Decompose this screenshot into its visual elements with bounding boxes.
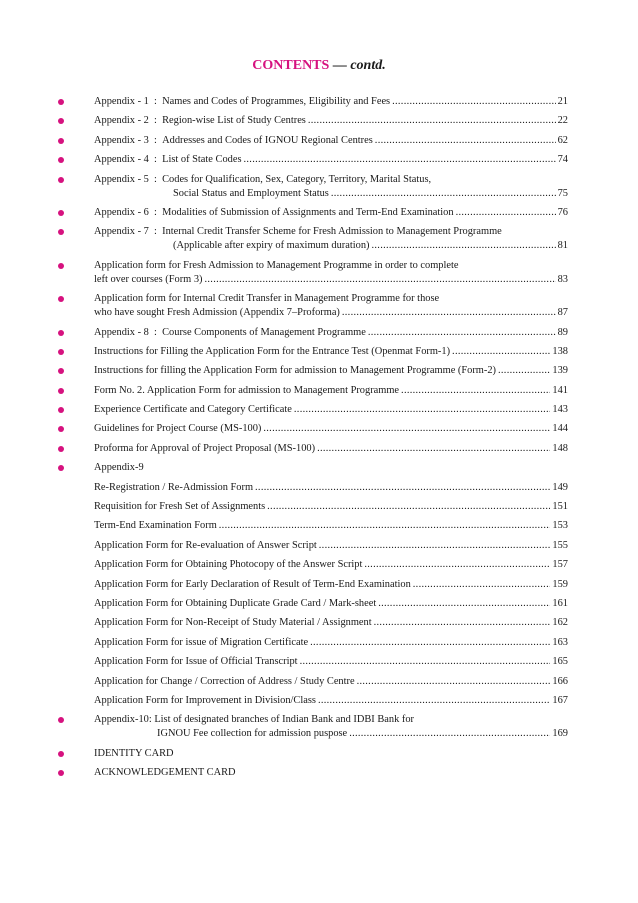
dot-leader — [300, 655, 551, 669]
entry-line — [94, 519, 568, 533]
page-number: 139 — [552, 365, 568, 377]
entry-line — [94, 326, 568, 340]
appendix-label: Appendix - 7 — [94, 226, 149, 238]
entry-line — [94, 134, 568, 148]
toc-entry — [0, 766, 568, 780]
entry-text: Course Components of Management Programme — [162, 326, 366, 338]
page-number: 165 — [552, 656, 568, 668]
bullet-icon — [58, 157, 64, 163]
entry-text: Application Form for Early Declaration of Result of Term-End Examination — [94, 578, 411, 590]
title-suffix: — contd. — [329, 58, 386, 73]
bullet-icon — [58, 465, 64, 471]
bullet-icon — [58, 349, 64, 355]
entry-line — [94, 597, 568, 611]
page-number: 167 — [552, 694, 568, 706]
bullet-icon — [58, 210, 64, 216]
appendix-label: Appendix - 8 — [94, 326, 149, 338]
entry-text: Application Form for issue of Migration Certificate — [94, 636, 309, 648]
page-number: 143 — [552, 404, 568, 416]
toc-entry — [0, 173, 568, 201]
entry-text: Application for Change / Correction of Address / Study Centre — [94, 675, 355, 687]
toc-entry — [0, 655, 568, 669]
entry-line — [94, 747, 568, 761]
entry-line — [94, 153, 568, 167]
page-number: 163 — [552, 636, 568, 648]
entry-line — [94, 273, 568, 287]
entry-line — [94, 727, 568, 741]
toc-entry — [0, 519, 568, 533]
bullet-icon — [58, 118, 64, 124]
entry-text: Application form for Internal Credit Transfer in Management Programme for those — [94, 293, 440, 305]
entry-line — [94, 114, 568, 128]
appendix-label: Appendix - 6 — [94, 206, 149, 218]
entry-line — [94, 675, 568, 689]
bullet-icon — [58, 263, 64, 269]
entry-text-cont: (Applicable after expiry of maximum duration) — [173, 240, 370, 252]
entry-line — [94, 500, 568, 514]
page-number: 141 — [552, 384, 568, 396]
dot-leader — [319, 539, 551, 553]
page-number: 76 — [557, 206, 568, 218]
toc-entry — [0, 206, 568, 220]
entry-text: List of State Codes — [162, 154, 242, 166]
page-number: 169 — [552, 728, 568, 740]
entry-text: Application Form for Improvement in Division/Class — [94, 694, 316, 706]
entry-text: Term-End Examination Form — [94, 520, 217, 532]
page-number: 138 — [552, 345, 568, 357]
toc-entry — [0, 713, 568, 741]
page-number: 151 — [552, 501, 568, 513]
entry-text: Form No. 2. Application Form for admission to Management Programme — [94, 384, 400, 396]
toc-entry — [0, 422, 568, 436]
dot-leader — [372, 239, 556, 253]
entry-text: Instructions for Filling the Application Form for the Entrance Test (Openmat Form-1) — [94, 345, 451, 357]
entry-line — [94, 766, 568, 780]
bullet-icon — [58, 426, 64, 432]
dot-leader — [349, 727, 550, 741]
toc-entry — [0, 747, 568, 761]
entry-line — [94, 578, 568, 592]
page-number: 162 — [552, 617, 568, 629]
toc-entry — [0, 134, 568, 148]
toc-entry — [0, 95, 568, 109]
toc-entry — [0, 345, 568, 359]
entry-text: Appendix-10: List of designated branches of Indian Bank and IDBI Bank for — [94, 714, 415, 726]
toc-entry — [0, 558, 568, 572]
entry-line — [94, 173, 568, 187]
dot-leader — [452, 345, 550, 359]
bullet-icon — [58, 138, 64, 144]
entry-text: Application Form for Issue of Official Transcript — [94, 656, 298, 668]
dot-leader — [244, 153, 556, 167]
entry-heading: IDENTITY CARD — [94, 747, 174, 759]
separator: : — [148, 173, 163, 185]
dot-leader — [342, 306, 556, 320]
appendix-label: Appendix - 5 — [94, 173, 149, 185]
dot-leader — [294, 403, 551, 417]
toc-entry — [0, 616, 568, 630]
toc-entry — [0, 694, 568, 708]
bullet-icon — [58, 407, 64, 413]
entry-line — [94, 239, 568, 253]
separator: : — [148, 96, 163, 107]
page-title — [0, 58, 638, 74]
appendix-label: Appendix - 4 — [94, 154, 149, 166]
entry-text: Re-Registration / Re-Admission Form — [94, 481, 254, 493]
toc-entry — [0, 292, 568, 320]
appendix-label: Appendix - 3 — [94, 134, 149, 146]
entry-line — [94, 292, 568, 306]
page-number: 155 — [552, 539, 568, 551]
toc-entry — [0, 597, 568, 611]
entry-text: Guidelines for Project Course (MS-100) — [94, 423, 262, 435]
dot-leader — [378, 597, 550, 611]
dot-leader — [413, 578, 551, 592]
separator: : — [148, 115, 163, 127]
dot-leader — [401, 384, 550, 398]
entry-line — [94, 655, 568, 669]
dot-leader — [498, 364, 550, 378]
page-number: 74 — [557, 154, 568, 166]
entry-line — [94, 403, 568, 417]
entry-line — [94, 539, 568, 553]
dot-leader — [331, 187, 556, 201]
bullet-icon — [58, 330, 64, 336]
dot-leader — [267, 500, 550, 514]
toc-entry — [0, 442, 568, 456]
page-number: 62 — [557, 134, 568, 146]
page-number: 157 — [552, 559, 568, 571]
entry-text: Application Form for Obtaining Photocopy of the Answer Script — [94, 559, 363, 571]
toc-entry — [0, 403, 568, 417]
bullet-icon — [58, 388, 64, 394]
entry-line — [94, 206, 568, 220]
entry-text: Names and Codes of Programmes, Eligibility and Fees — [162, 96, 391, 107]
bullet-icon — [58, 177, 64, 183]
toc-entry — [0, 539, 568, 553]
dot-leader — [318, 694, 550, 708]
toc-entry — [0, 481, 568, 495]
entry-text-cont: left over courses (Form 3) — [94, 273, 203, 285]
entry-line — [94, 187, 568, 201]
dot-leader — [364, 558, 550, 572]
dot-leader — [357, 675, 551, 689]
toc-entry — [0, 364, 568, 378]
entry-line — [94, 364, 568, 378]
title-main: CONTENTS — [252, 58, 330, 73]
toc-entry — [0, 153, 568, 167]
page-number: 87 — [557, 307, 568, 319]
bullet-icon — [58, 770, 64, 776]
separator: : — [148, 206, 163, 218]
entry-text: Application Form for Non-Receipt of Study Material / Assignment — [94, 617, 372, 629]
entry-text: Addresses and Codes of IGNOU Regional Centres — [162, 134, 373, 146]
appendix-label: Appendix - 1 — [94, 96, 149, 107]
entry-heading: ACKNOWLEDGEMENT CARD — [94, 767, 236, 779]
entry-line — [94, 225, 568, 239]
entry-heading: Appendix-9 — [94, 462, 144, 474]
dot-leader — [310, 636, 550, 650]
entry-line — [94, 306, 568, 320]
entry-line — [94, 95, 568, 109]
entry-line — [94, 481, 568, 495]
dot-leader — [368, 326, 556, 340]
entry-text-cont: who have sought Fresh Admission (Appendix 7–Proforma) — [94, 307, 340, 319]
page-number: 166 — [552, 675, 568, 687]
entry-line — [94, 384, 568, 398]
entry-text: Region-wise List of Study Centres — [162, 115, 306, 127]
toc-entry — [0, 500, 568, 514]
dot-leader — [308, 114, 556, 128]
page-number: 161 — [552, 597, 568, 609]
entry-text: Application Form for Obtaining Duplicate Grade Card / Mark-sheet — [94, 597, 377, 609]
dot-leader — [263, 422, 550, 436]
dot-leader — [255, 481, 550, 495]
page-number: 148 — [552, 442, 568, 454]
entry-text: Application Form for Re-evaluation of Answer Script — [94, 539, 317, 551]
entry-line — [94, 636, 568, 650]
page-number: 75 — [557, 187, 568, 199]
page-number: 21 — [557, 96, 568, 107]
separator: : — [148, 326, 163, 338]
entry-line — [94, 345, 568, 359]
toc-entry — [0, 384, 568, 398]
entry-line — [94, 259, 568, 273]
dot-leader — [375, 134, 556, 148]
toc-entry — [0, 225, 568, 253]
dot-leader — [219, 519, 551, 533]
separator: : — [148, 134, 163, 146]
entry-line — [94, 461, 568, 475]
page-number: 89 — [557, 326, 568, 338]
appendix-label: Appendix - 2 — [94, 115, 149, 127]
entry-line — [94, 694, 568, 708]
page-number: 81 — [557, 240, 568, 252]
dot-leader — [392, 95, 556, 109]
toc-entry — [0, 675, 568, 689]
page-number: 83 — [557, 273, 568, 285]
dot-leader — [374, 616, 551, 630]
entry-text-cont: Social Status and Employment Status — [173, 187, 329, 199]
toc-entry — [0, 259, 568, 287]
toc-entry — [0, 461, 568, 475]
table-of-contents — [0, 95, 638, 786]
page-number: 149 — [552, 481, 568, 493]
page-number: 144 — [552, 423, 568, 435]
entry-text: Modalities of Submission of Assignments and Term-End Examination — [162, 206, 454, 218]
entry-text: Requisition for Fresh Set of Assignments — [94, 501, 266, 513]
dot-leader — [317, 442, 550, 456]
entry-text: Codes for Qualification, Sex, Category, Territory, Marital Status, — [162, 173, 432, 185]
bullet-icon — [58, 717, 64, 723]
page-number: 159 — [552, 578, 568, 590]
bullet-icon — [58, 368, 64, 374]
bullet-icon — [58, 99, 64, 105]
separator: : — [148, 154, 163, 166]
entry-text-cont: IGNOU Fee collection for admission puspose — [157, 728, 348, 740]
dot-leader — [205, 273, 556, 287]
toc-entry — [0, 326, 568, 340]
entry-line — [94, 422, 568, 436]
page-number: 153 — [552, 520, 568, 532]
entry-text: Instructions for filling the Application Form for admission to Management Programme (Form-2) — [94, 365, 496, 377]
toc-entry — [0, 114, 568, 128]
dot-leader — [456, 206, 556, 220]
entry-line — [94, 442, 568, 456]
bullet-icon — [58, 446, 64, 452]
bullet-icon — [58, 296, 64, 302]
entry-line — [94, 713, 568, 727]
toc-entry — [0, 578, 568, 592]
entry-line — [94, 558, 568, 572]
separator: : — [148, 226, 163, 238]
bullet-icon — [58, 229, 64, 235]
entry-text: Internal Credit Transfer Scheme for Fresh Admission to Management Programme — [162, 226, 502, 238]
entry-text: Application form for Fresh Admission to Management Programme in order to complete — [94, 259, 459, 271]
toc-entry — [0, 636, 568, 650]
bullet-icon — [58, 751, 64, 757]
entry-text: Proforma for Approval of Project Proposal (MS-100) — [94, 442, 316, 454]
page-number: 22 — [557, 115, 568, 127]
entry-line — [94, 616, 568, 630]
entry-text: Experience Certificate and Category Certificate — [94, 404, 292, 416]
